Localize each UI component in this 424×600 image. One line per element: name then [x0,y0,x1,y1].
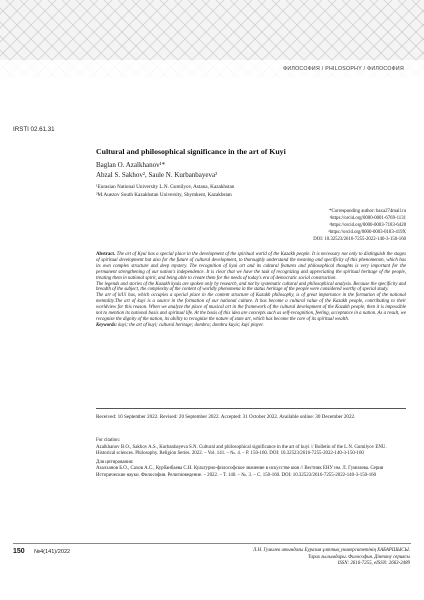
orcid-1[interactable]: ¹https://orcid.org/0000-0001-6769-1131 [329,216,406,221]
abstract-paragraph-1: The art of Kyui has a special place in the development of the spiritual world of the Kazakh people. It is necessary not only to distinguish the stages of spiritual development but also for the future of cultural development, to thoroughly understand the meaning and specificity of this phenomenon, which has its own complex structure and deep mystery. The recognition of kyui art and its cultural features and philosophical thoughts is very important for the permanent strengthening of our nation's independence. It is clear that we have the task of recognizing and appreciating the spiritual heritage of the people, treating them in national spirit, and being able to create them for the needs of today's era of democratic social construction. [96,252,406,281]
orcid-2[interactable]: ²https://orcid.org/0000-0003-7183-6428 [329,223,406,228]
orcid-3[interactable]: ²https://orcid.org/0000-0003-0183-419X [328,230,406,235]
irsti-code: IRSTI 02.61.31 [13,126,55,133]
journal-line-1: Л.Н. Гумилев атындағы Еуразия ұлттық университетінің ХАБАРШЫСЫ. [252,548,410,553]
citation-block [96,438,406,482]
keywords-label: Keywords: [96,322,117,328]
journal-issn: ISSN: 2616-7255, eISSN: 2663-2489 [337,561,410,567]
section-label: ФИЛОСОФИЯ / PHILOSOPHY / ФИЛОСОФИЯ [283,66,404,72]
citation-russian: Азалханов Б.О., Сахов А.С., Курбанбаева С.Н. Культурно-философское значение в искусстве кюя // Вестник ЕНУ им. Л. Гумилева. Серия Исторические науки. Философия. Религиоведение. – 2022. – Т. 140. – №. 3. – С. 150-160. DOI: 10.32523/2616-7255-2022-140-3-150-160 [96,466,384,478]
correspondence-block [313,208,406,243]
affiliations [96,184,234,199]
divider [96,408,406,409]
affiliation-1: ¹Eurasian National University L.N. Gumilyov, Astana, Kazakhstan [96,184,235,190]
header-band [0,0,424,78]
journal-info [253,548,410,568]
abstract-paragraph-2: The legends and stories of the Kazakh kyuis are spoken only by research, and not by systematic cultural and philosophical analysis. Because the specificity and breadth of the subject, the complexity of the content of worldly phenomena in the status heritage of the people were considered worthy of special study. [96,281,406,293]
article-title: Cultural and philosophical significance in the art of Kuyi [96,147,286,156]
doi[interactable]: DOI: 10.32523/2616-7255-2022-140-3-150-160 [313,237,406,242]
journal-line-2: Тарих ғылымдары. Философия. Дінтану сериясы [307,554,410,560]
issue-number: №4(141)/2022 [34,549,71,555]
abstract [96,252,406,329]
citation-english: Azalkhanov B.O., Sakhov A.S., Kurbanbayeva S.N. Cultural and philosophical significance in the art of kuyi // Bulletin of the L.N. Gumilyov ENU. Historical sciences. Philosophy. Religion Series. 2022. – Vol. 141. – №. 4. – P. 150-160. DOI: 10.32523/2616-7255-2022-140-3-150-160 [96,444,387,457]
corresponding-author: *Corresponding author: baxa274mail.ru [329,209,406,214]
author-list [96,160,217,180]
page-number: 150 [13,548,25,555]
publication-dates: Received: 10 September 2022. Revised: 20 September 2022. Accepted: 31 October 2022. Available online: 30 December 2022. [96,414,356,420]
abstract-label: Abstract. [96,252,116,257]
affiliation-2: ²M.Auezov South Kazakhstan University, Shymkent, Kazakhstan [96,191,232,198]
ru-citation-label: Для цитирования: [96,459,134,465]
for-citation-label: For citation: [96,438,121,443]
abstract-paragraph-3: The art of kiUi has, which occupies a special place in the content structure of Kazakh philosophy, is of great importance in the formation of the national mentality.The art of kuyi is a source in the formation of our national culture. It has become a cultural value of the Kazakh people, contributing to their worldview for this reason. When we analyze the place of musical art in the framework of the cultural development of the Kazakh people, then it is impossible not to mention its national basis and spiritual life. At the basis of this idea are concepts such as self-recognition, feeling, acceptance in a nation. As a result, we recognize the dignity of the nation, its ability to recognize the nature of state art, which has become the core of its spiritual wealth. [96,293,406,322]
author-line-2: Abzal S. Sakhov², Saule N. Kurbanbayeva² [96,171,218,179]
author-line-1: Baglan O. Azalkhanov¹* [96,161,166,169]
keywords: kuyi; the art of kuyi; cultural heritage; dombra; dombra kuyis; kuyi player. [118,322,264,328]
footer-divider [13,543,411,544]
